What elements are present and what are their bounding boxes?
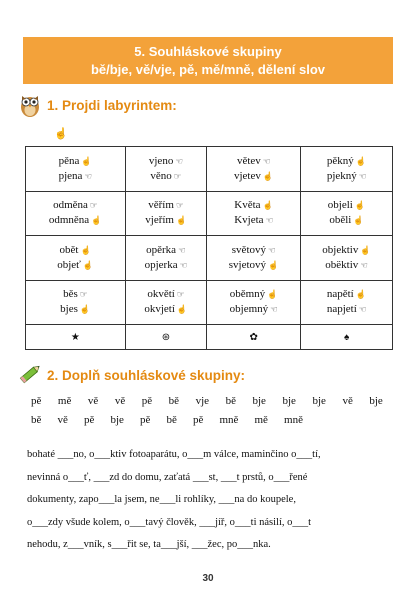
labyrinth-cell: [301, 236, 393, 281]
maze-word: [126, 302, 207, 317]
maze-word: [207, 243, 300, 258]
exit-symbol: ♠: [301, 325, 393, 350]
maze-word-text: pěkný: [326, 154, 354, 167]
maze-word-text: opěrka: [146, 243, 177, 256]
exercise-line-5: nehodu, z___vník, s___řit se, ta___jší, ___žec, po___nka.: [27, 539, 271, 550]
consonant-group: mě: [57, 395, 72, 407]
maze-word: [207, 258, 300, 273]
hand-direction-icon: ☞: [173, 170, 182, 181]
maze-word: [207, 287, 300, 302]
maze-word-text: napětí: [326, 288, 354, 301]
maze-word-text: objemný: [229, 303, 269, 316]
consonant-group: bje: [312, 395, 326, 407]
labyrinth-cell: [301, 147, 393, 192]
exit-symbol: ✿: [207, 325, 301, 350]
maze-word: [207, 154, 300, 169]
labyrinth-row: [26, 280, 393, 325]
consonant-group: mně: [284, 414, 303, 426]
maze-word-text: objeli: [327, 199, 353, 212]
maze-word: [126, 154, 207, 169]
hand-direction-icon: ☜: [175, 155, 183, 166]
maze-word: [301, 258, 392, 273]
labyrinth-cell: [207, 236, 301, 281]
labyrinth-row: [26, 191, 393, 236]
consonant-group: bje: [252, 395, 266, 407]
maze-word-text: světový: [231, 243, 267, 256]
exercise-line-1: bohaté ___no, o___ktiv fotoaparátu, o___m válce, maminčino o___tí,: [27, 449, 321, 460]
maze-word: [301, 243, 392, 258]
maze-word: [26, 154, 125, 169]
maze-word: [301, 198, 392, 213]
exercise-line-4: o___zdy všude kolem, o___tavý člověk, ___jíř, o___ti násilí, o___t: [27, 516, 312, 528]
hand-direction-icon: ☝: [354, 200, 366, 211]
labyrinth-cell: [207, 191, 301, 236]
maze-word-text: napjetí: [326, 303, 357, 316]
exercise-line-3: dokumenty, zapo___la jsem, ne___li rohlíky, ___na do koupele,: [27, 494, 296, 505]
labyrinth-cell: [207, 280, 301, 325]
hand-direction-icon: ☜: [358, 304, 367, 315]
consonant-group: pě: [192, 414, 204, 426]
maze-word-text: objeť: [57, 258, 81, 271]
maze-word: [26, 198, 125, 213]
consonant-group: pě: [83, 414, 95, 426]
maze-word: [26, 287, 125, 302]
maze-word: [126, 243, 207, 258]
maze-word: [126, 258, 207, 273]
consonant-group: pě: [31, 395, 42, 407]
hand-direction-icon: ☜: [178, 244, 186, 255]
consonant-group: mně: [219, 414, 239, 426]
maze-word-text: odměna: [53, 199, 88, 212]
hand-direction-icon: ☞: [175, 200, 184, 211]
labyrinth-table: [25, 146, 393, 350]
maze-word-text: vjeřím: [145, 214, 174, 227]
hand-direction-icon: ☜: [270, 304, 278, 315]
hand-direction-icon: ☜: [358, 170, 367, 181]
labyrinth-cell: [125, 147, 207, 192]
maze-word: [126, 169, 207, 184]
page-number: 30: [202, 573, 214, 584]
maze-word: [26, 302, 125, 317]
hand-direction-icon: ☝: [268, 259, 279, 270]
exit-symbol: ★: [26, 325, 126, 350]
owl-icon: [17, 92, 43, 118]
consonant-group: vě: [57, 414, 68, 426]
maze-word-text: věno: [150, 169, 172, 182]
labyrinth-cell: [125, 191, 207, 236]
fill-in-exercise: [27, 446, 387, 559]
maze-word-text: věřím: [148, 199, 174, 212]
hand-direction-icon: ☝: [80, 244, 92, 255]
maze-word-text: pěna: [58, 154, 80, 167]
maze-word-text: pjena: [58, 169, 83, 182]
hand-direction-icon: ☞: [89, 200, 98, 211]
maze-word: [207, 302, 300, 317]
task-2-heading: 2. Doplň souhláskové skupiny:: [47, 368, 246, 383]
consonant-group: bě: [225, 395, 236, 407]
maze-word: [301, 169, 392, 184]
exit-symbol: ⊛: [125, 325, 207, 350]
maze-word-text: okvětí: [147, 288, 175, 301]
hand-direction-icon: ☝: [82, 259, 94, 270]
exercise-line-2: nevinná o___ť, ___zd do domu, zaťatá ___st, ___t prstů, o___řené: [27, 471, 308, 483]
hand-direction-icon: ☜: [179, 259, 188, 270]
chapter-subtitle: bě/bje, vě/vje, pě, mě/mně, dělení slov: [90, 61, 326, 77]
consonant-group: bje: [369, 395, 383, 407]
consonant-group: bje: [110, 414, 124, 426]
hand-direction-icon: ☞: [176, 289, 185, 300]
maze-word-text: obëktiv: [325, 258, 359, 271]
hand-direction-icon: ☜: [268, 244, 276, 255]
pencil-icon: [17, 362, 43, 386]
consonant-group: bě: [31, 414, 42, 426]
hand-direction-icon: ☝: [355, 289, 367, 300]
labyrinth-cell: [207, 147, 301, 192]
consonant-groups-row-1: [31, 395, 383, 407]
maze-word: [207, 198, 300, 213]
hand-direction-icon: ☞: [79, 289, 88, 300]
hand-direction-icon: ☝: [267, 289, 278, 300]
labyrinth-row: [26, 236, 393, 281]
labyrinth-cell: [26, 236, 126, 281]
hand-direction-icon: ☝: [262, 170, 274, 181]
consonant-group: vje: [195, 395, 210, 407]
maze-word: [26, 169, 125, 184]
hand-direction-icon: ☝: [360, 244, 371, 255]
maze-word-text: pjekný: [326, 169, 357, 182]
maze-word: [301, 213, 392, 228]
labyrinth-cell: [125, 280, 207, 325]
consonant-groups-row-2: [31, 414, 303, 426]
hand-direction-icon: ☜: [84, 170, 93, 181]
consonant-group: vě: [114, 395, 126, 407]
maze-word: [207, 169, 300, 184]
hand-direction-icon: ☝: [355, 155, 367, 166]
maze-word-text: oběli: [329, 214, 352, 227]
consonant-group: bě: [168, 395, 180, 407]
maze-word-text: obět: [59, 243, 79, 256]
hand-direction-icon: ☜: [262, 155, 271, 166]
maze-word-text: objektiv: [322, 243, 359, 256]
maze-word: [26, 243, 125, 258]
labyrinth-cell: [125, 236, 207, 281]
maze-word-text: bjes: [60, 303, 78, 316]
labyrinth-cell: [26, 280, 126, 325]
task-1-heading: 1. Projdi labyrintem:: [47, 98, 177, 113]
maze-word-text: odmněna: [48, 214, 90, 227]
hand-direction-icon: ☝: [353, 215, 364, 226]
maze-word-text: vjetev: [233, 169, 261, 182]
consonant-group: bě: [166, 414, 177, 426]
consonant-group: bje: [282, 395, 296, 407]
maze-word-text: větev: [236, 154, 261, 167]
maze-word: [301, 287, 392, 302]
maze-word: [207, 213, 300, 228]
consonant-group: vě: [342, 395, 353, 407]
consonant-group: mě: [254, 414, 268, 426]
labyrinth-cell: [301, 280, 393, 325]
consonant-group: vě: [87, 395, 99, 407]
chapter-title-box: [23, 37, 393, 84]
hand-direction-icon: ☝: [176, 304, 188, 315]
maze-word: [126, 213, 207, 228]
maze-word: [126, 287, 207, 302]
consonant-group: pě: [141, 395, 153, 407]
maze-word-text: běs: [63, 288, 78, 301]
pointing-hand-icon: ☝: [54, 128, 68, 140]
labyrinth-row: [26, 147, 393, 192]
maze-word-text: okvjetí: [144, 303, 175, 316]
hand-direction-icon: ☝: [262, 200, 274, 211]
maze-word-text: Kvjeta: [234, 214, 264, 227]
maze-word: [126, 198, 207, 213]
labyrinth-cell: [26, 191, 126, 236]
maze-word-text: opjerka: [144, 258, 178, 271]
consonant-group: pě: [140, 414, 151, 426]
hand-direction-icon: ☝: [81, 155, 92, 166]
hand-direction-icon: ☝: [175, 215, 187, 226]
maze-word: [26, 213, 125, 228]
maze-word: [26, 258, 125, 273]
hand-direction-icon: ☝: [91, 215, 102, 226]
maze-word-text: oběmný: [229, 288, 266, 301]
maze-word-text: vjeno: [148, 154, 174, 167]
maze-word-text: svjetový: [228, 258, 267, 271]
labyrinth-cell: [26, 147, 126, 192]
chapter-title: 5. Souhláskové skupiny: [134, 43, 282, 59]
hand-direction-icon: ☜: [360, 259, 368, 270]
maze-word: [301, 302, 392, 317]
maze-word: [301, 154, 392, 169]
hand-direction-icon: ☝: [79, 304, 91, 315]
labyrinth-cell: [301, 191, 393, 236]
hand-direction-icon: ☜: [265, 215, 274, 226]
labyrinth-symbols-row: [26, 325, 393, 350]
maze-word-text: Květa: [234, 199, 261, 212]
